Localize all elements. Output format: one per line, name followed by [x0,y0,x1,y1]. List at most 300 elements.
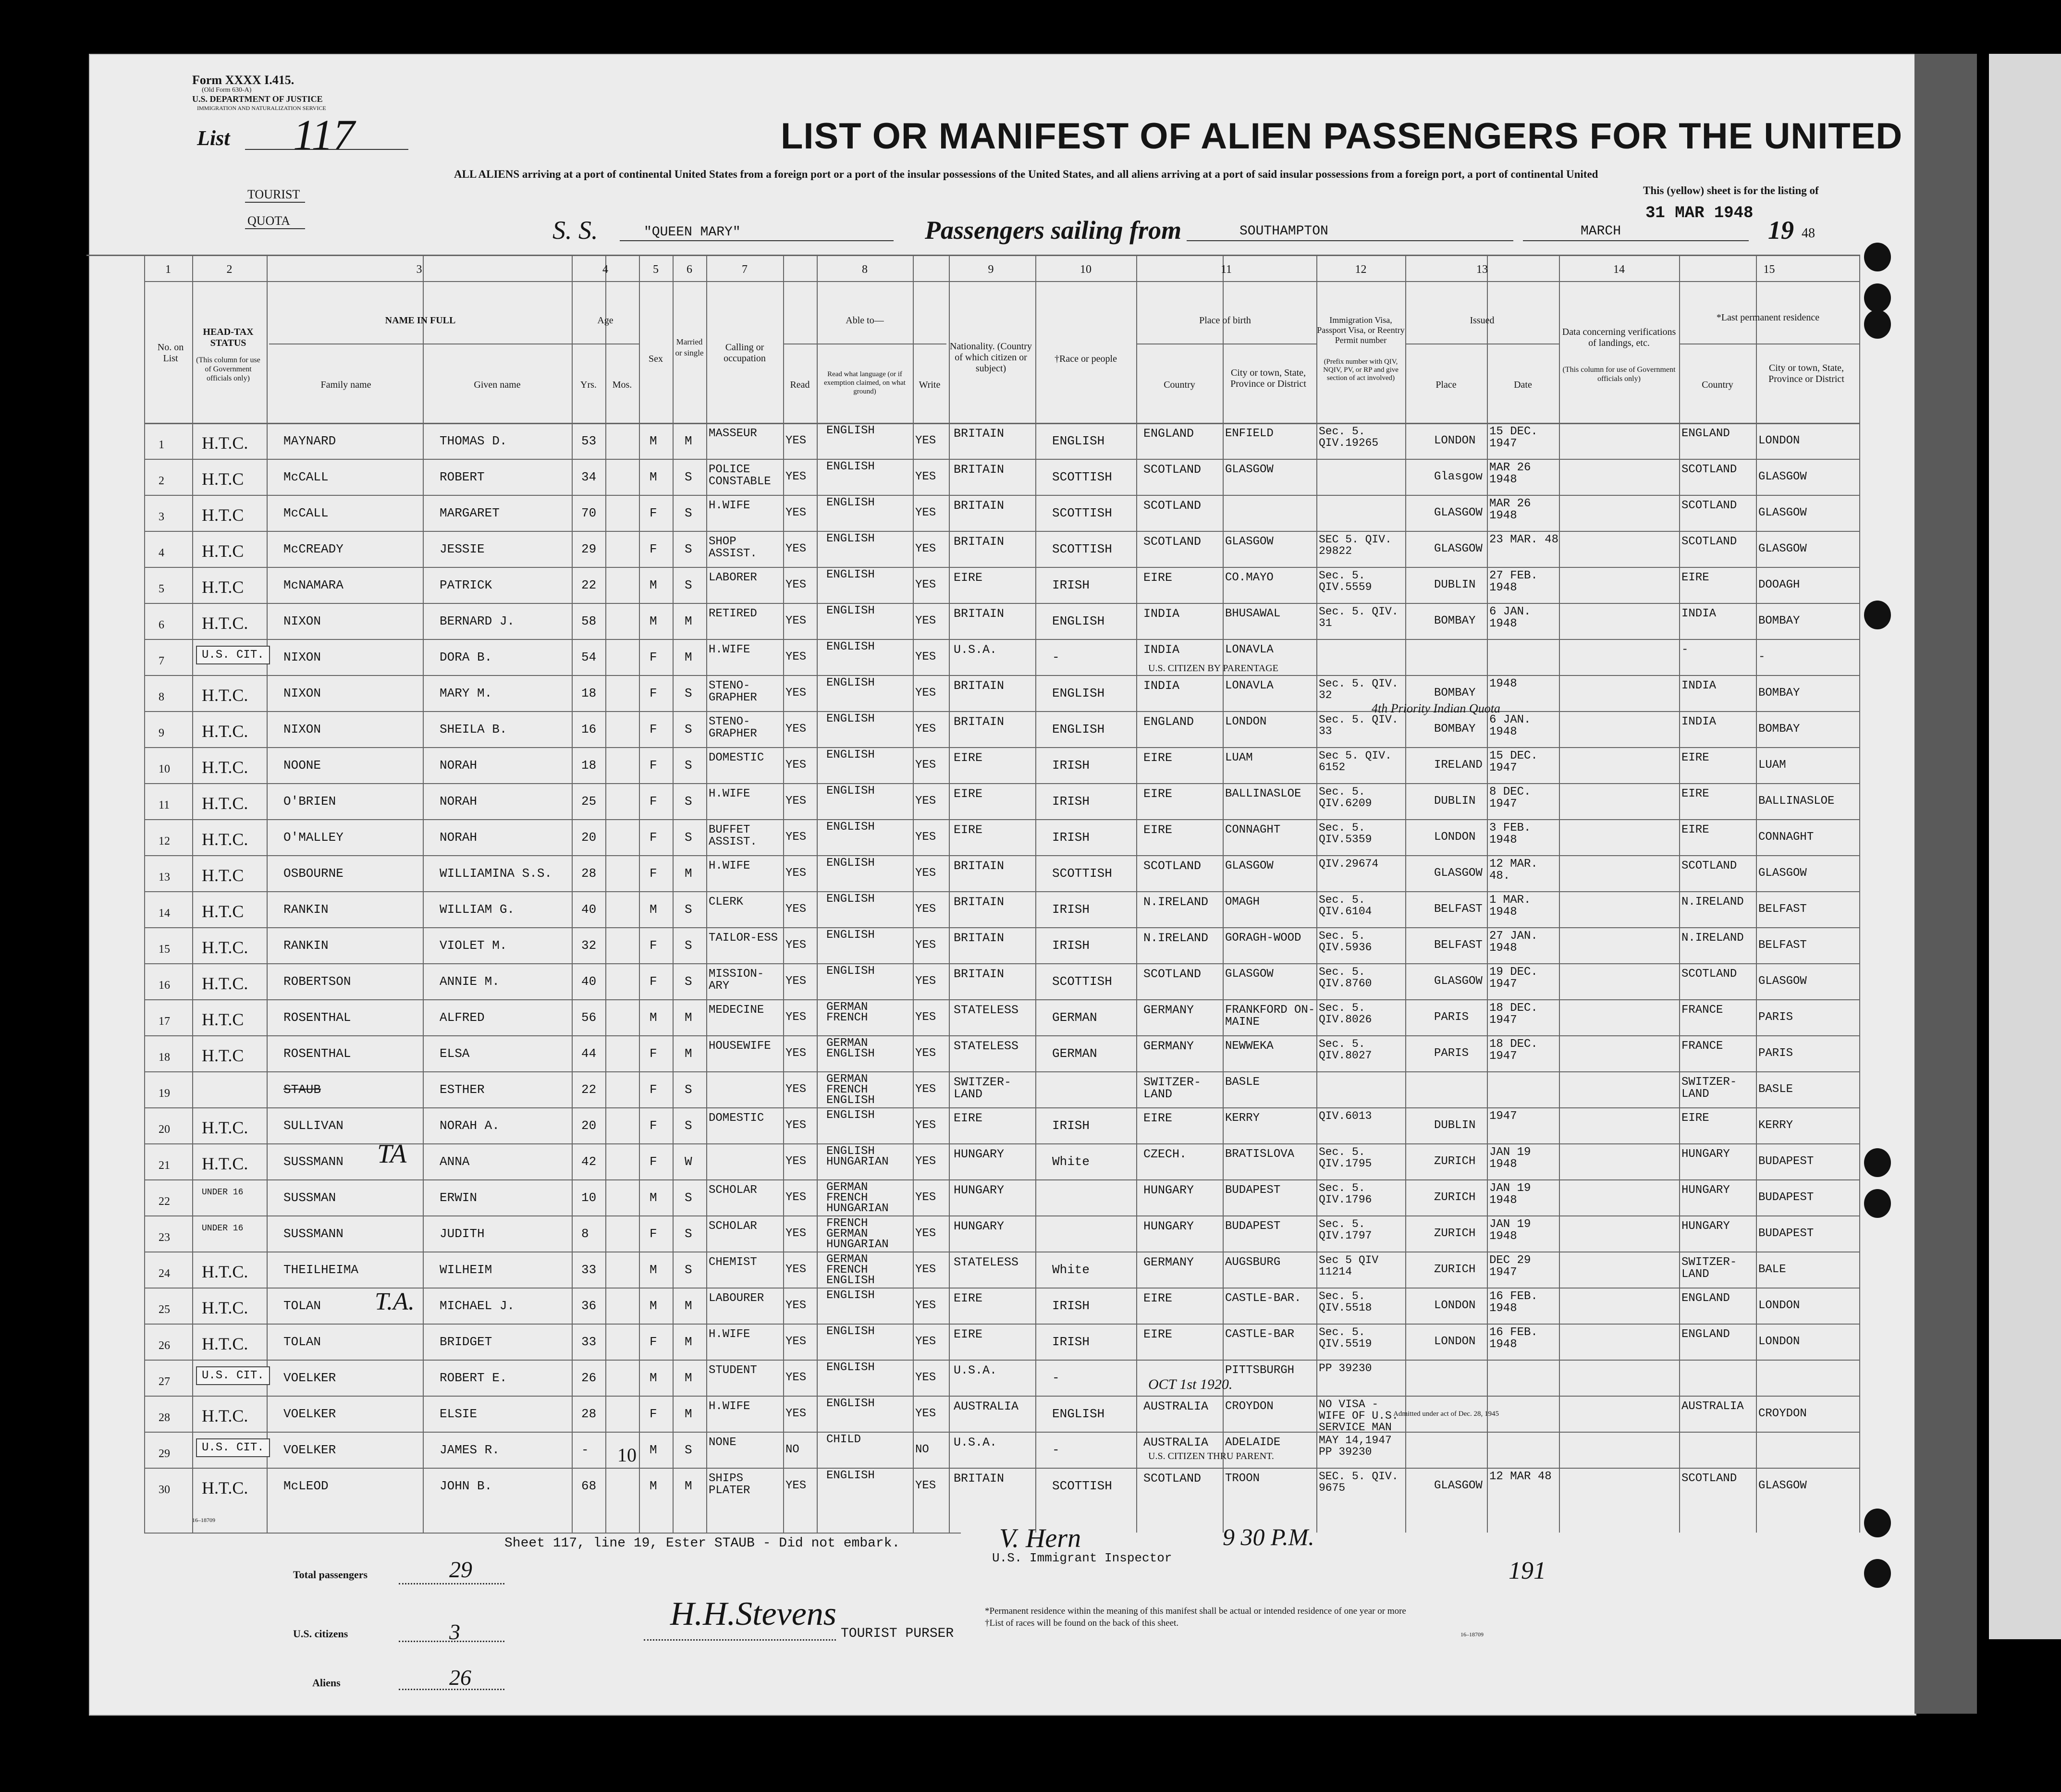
issue-date: 6 JAN. 1948 [1489,605,1531,630]
residence-city: BASLE [1758,1083,1793,1096]
residence-country: ENGLAND [1681,427,1730,440]
service: IMMIGRATION AND NATURALIZATION SERVICE [197,105,326,111]
write: YES [915,1191,936,1204]
nationality: EIRE [954,787,983,801]
marital-status: S [685,974,692,989]
annotation-ta-25: T.A. [375,1288,415,1315]
birth-city: BUDAPEST [1225,1220,1281,1233]
language: GERMAN FRENCH ENGLISH [826,1073,875,1107]
column-number: 3 [416,263,422,276]
annotation-ta-20: TA [377,1139,407,1169]
hdr-given-name: Given name [474,380,521,390]
issue-date: 27 JAN. 1948 [1489,930,1538,955]
occupation: NONE [709,1436,736,1449]
issue-place: Glasgow [1434,470,1483,483]
head-tax-status: H.T.C. [202,974,248,993]
visa-number: Sec. 5. QIV.1797 [1319,1218,1372,1242]
write: YES [915,434,936,447]
sex: F [650,1227,657,1241]
language: ENGLISH [826,749,875,761]
table-rule [673,255,674,1533]
hdr-nationality: Nationality. (Country of which citizen or subject) [950,341,1032,374]
write: YES [915,903,936,916]
sex: F [650,1082,657,1097]
race: - [1052,650,1060,664]
table-rule [1859,255,1860,1533]
read: YES [785,1407,807,1420]
residence-city: GLASGOW [1758,1479,1807,1492]
given-name: JESSIE [440,542,485,556]
us-citizens-label: U.S. citizens [293,1628,348,1640]
nationality: BRITAIN [954,931,1005,945]
residence-city: LONDON [1758,1299,1800,1312]
sex: M [650,1299,657,1313]
given-name: ELSA [440,1046,470,1061]
marital-status: M [685,1335,692,1349]
sex: F [650,506,657,520]
nationality: U.S.A. [954,643,997,657]
family-name: ROSENTHAL [283,1010,351,1025]
birth-country: SCOTLAND [1143,499,1202,513]
birth-city: GORAGH-WOOD [1225,932,1301,945]
language: ENGLISH [826,532,875,545]
language: ENGLISH [826,821,875,834]
residence-country: HUNGARY [1681,1220,1730,1233]
received-stamp: 31 MAR 1948 [1645,204,1754,222]
citizens-underline [399,1641,504,1642]
language: CHILD [826,1433,861,1446]
nationality: SWITZER-LAND [954,1075,1012,1101]
sex: F [650,758,657,773]
residence-city: GLASGOW [1758,506,1807,519]
occupation: SHOP ASSIST. [709,535,757,560]
read: YES [785,939,807,952]
birth-country: HUNGARY [1143,1219,1194,1233]
issue-place: PARIS [1434,1011,1469,1024]
birth-country: N.IRELAND [1143,931,1209,945]
birth-city: FRANKFORD ON-MAINE [1225,1004,1315,1029]
head-tax-status: H.T.C. [202,1262,248,1281]
head-tax-status: H.T.C. [202,1478,248,1497]
birth-city: LONDON [1225,715,1267,728]
birth-city: GLASGOW [1225,968,1274,981]
marital-status: S [685,830,692,845]
table-rule [144,1035,1859,1036]
footnote-2: †List of races will be found on the back of this sheet. [985,1618,1179,1628]
occupation: H.WIFE [709,499,750,512]
issue-date: 6 JAN. 1948 [1489,713,1531,738]
head-tax-status: UNDER 16 [202,1224,244,1233]
language: ENGLISH [826,857,875,870]
marital-status: M [685,1046,692,1061]
table-rule [605,255,606,1533]
table-rule [144,1468,1859,1469]
ship-name: "QUEEN MARY" [644,225,741,240]
race: IRISH [1052,1299,1090,1313]
write: YES [915,578,936,591]
hdr-write: Write [919,380,941,390]
occupation: MEDECINE [709,1004,764,1017]
issue-date: 12 MAR 48 [1489,1470,1552,1483]
hdr-date: Date [1514,380,1532,390]
hdr-data-note: (This column for use of Government officials only) [1562,366,1676,383]
birth-city: OMAGH [1225,896,1260,908]
footnote-1: *Permanent residence within the meaning of this manifest shall be actual or intended residence of one year or more [985,1606,1406,1616]
marital-status: M [685,434,692,448]
age-years: 36 [581,1299,597,1313]
manifest-title: LIST OR MANIFEST OF ALIEN PASSENGERS FOR THE UNITED [781,116,1903,157]
birth-city: CASTLE-BAR [1225,1328,1295,1341]
table-rule [144,855,1859,856]
residence-country: AUSTRALIA [1681,1400,1744,1413]
given-name: THOMAS D. [440,434,507,448]
marital-status: M [685,1299,692,1313]
residence-country: HUNGARY [1681,1148,1730,1161]
nationality: BRITAIN [954,535,1005,549]
write: YES [915,867,936,880]
family-name: VOELKER [283,1407,336,1421]
visa-number: Sec. 5. QIV.1796 [1319,1182,1372,1206]
race: ENGLISH [1052,722,1105,736]
given-name: ROBERT [440,470,485,484]
occupation: DOMESTIC [709,1112,764,1125]
visa-number: QIV.6013 [1319,1110,1372,1122]
residence-country: EIRE [1681,787,1709,800]
manifest-sheet [89,54,1916,1716]
sex: M [650,614,657,628]
sex: F [650,1335,657,1349]
list-number: 117 [293,111,355,159]
hdr-sex: Sex [649,354,663,364]
family-name: VOELKER [283,1443,336,1457]
column-number: 8 [862,263,868,276]
age-years: 22 [581,1082,597,1097]
issue-place: LONDON [1434,1335,1476,1348]
family-name: THEILHEIMA [283,1263,359,1277]
nationality: STATELESS [954,1255,1019,1269]
issue-date: 16 FEB. 1948 [1489,1290,1538,1315]
given-name: ELSIE [440,1407,478,1421]
family-name: STAUB [283,1082,321,1097]
residence-country: SCOTLAND [1681,859,1737,872]
visa-number: Sec. 5. QIV.5936 [1319,930,1372,954]
race: White [1052,1154,1090,1169]
language: ENGLISH HUNGARIAN [826,1145,889,1168]
ss-label: S. S. [552,216,598,245]
family-name: RANKIN [283,902,329,917]
age-years: 20 [581,1118,597,1133]
age-years: 58 [581,614,597,628]
row-number: 11 [159,799,170,811]
table-rule [192,255,193,1533]
table-rule [267,255,268,1533]
column-number: 1 [165,263,171,276]
birth-city: BALLINASLOE [1225,787,1301,800]
family-name: O'BRIEN [283,794,336,809]
sex: F [650,542,657,556]
table-rule [144,783,1859,784]
issue-date: 1947 [1489,1110,1517,1123]
visa-number: Sec. 5. QIV. 31 [1319,605,1399,629]
visa-number: SEC 5. QIV. 29822 [1319,533,1392,557]
head-tax-status: H.T.C. [202,686,248,705]
race: White [1052,1263,1090,1277]
head-tax-status: H.T.C [202,866,244,885]
table-rule [144,1179,1859,1180]
head-tax-status: H.T.C. [202,1406,248,1425]
family-name: ROSENTHAL [283,1046,351,1061]
hdr-city: City or town, State, Province or District [1230,368,1306,389]
hdr-mos: Mos. [612,380,632,390]
birth-city: BUDAPEST [1225,1184,1281,1197]
marital-status: S [685,470,692,484]
table-rule [144,891,1859,892]
birth-city: CASTLE-BAR. [1225,1292,1301,1305]
marital-status: S [685,542,692,556]
visa-number: Sec 5 QIV 11214 [1319,1254,1379,1278]
issue-place: GLASGOW [1434,1479,1483,1492]
language: ENGLISH [826,1325,875,1338]
sex: M [650,470,657,484]
read: YES [785,759,807,772]
table-rule [1487,255,1488,1533]
column-number: 2 [226,263,233,276]
marital-status: S [685,1082,692,1097]
sex: F [650,866,657,881]
language: ENGLISH [826,1361,875,1374]
purser-underline [644,1639,836,1641]
write: YES [915,975,936,988]
sex: M [650,578,657,592]
write: YES [915,1479,936,1492]
quota-underline [245,228,305,229]
language: FRENCH GERMAN HUNGARIAN [826,1217,889,1251]
head-tax-status: H.T.C. [202,1298,248,1317]
given-name: PATRICK [440,578,492,592]
table-rule [144,255,145,1533]
table-rule [1756,255,1757,1533]
visa-number: NO VISA - WIFE OF U.S. SERVICE MAN [1319,1398,1399,1434]
binder-hole [1864,283,1891,312]
residence-city: LONDON [1758,434,1800,447]
sheet-note: Sheet 117, line 19, Ester STAUB - Did not embark. [504,1536,900,1551]
occupation: CLERK [709,896,744,908]
residence-country: EIRE [1681,1112,1709,1125]
hdr-place: Place [1435,380,1457,390]
time-note: 9 30 P.M. [1223,1523,1314,1550]
hdr-head-tax-note: (This column for use of Government officials only) [196,356,260,382]
issue-date: 18 DEC. 1947 [1489,1038,1538,1063]
age-years: 56 [581,1010,597,1025]
row-number: 10 [159,763,170,775]
row-number: 5 [159,583,164,595]
family-name: TOLAN [283,1335,321,1349]
race: IRISH [1052,938,1090,953]
table-rule [144,819,1859,820]
issue-place: BOMBAY [1434,614,1476,627]
given-name: MARY M. [440,686,492,700]
residence-country: INDIA [1681,679,1717,692]
residence-country: INDIA [1681,715,1717,728]
race: GERMAN [1052,1046,1097,1061]
given-name: JUDITH [440,1227,485,1241]
occupation: STENO-GRAPHER [709,679,757,704]
family-name: NIXON [283,686,321,700]
issue-place: BOMBAY [1434,687,1476,700]
family-name: SULLIVAN [283,1118,344,1133]
age-years: 28 [581,866,597,881]
hdr-last-residence: *Last permanent residence [1716,312,1820,323]
given-name: ROBERT E. [440,1371,507,1385]
marital-status: S [685,506,692,520]
given-name: WILLIAMINA S.S. [440,866,552,881]
head-tax-status: H.T.C. [202,433,248,453]
sex: M [650,1263,657,1277]
residence-city: BUDAPEST [1758,1155,1814,1168]
given-name: WILHEIM [440,1263,492,1277]
row-number: 29 [159,1448,170,1460]
head-tax-status: U.S. CIT. [196,1438,270,1457]
residence-city: CONNAGHT [1758,831,1814,844]
read: YES [785,795,807,808]
language: ENGLISH [826,568,875,581]
family-name: RANKIN [283,938,329,953]
occupation: H.WIFE [709,1328,750,1341]
table-rule [144,459,1859,460]
table-rule [144,567,1859,568]
write: YES [915,542,936,555]
read: YES [785,1335,807,1348]
marital-status: S [685,1227,692,1241]
read: YES [785,831,807,844]
birth-country: HUNGARY [1143,1183,1194,1197]
hdr-read-what: Read what language (or if exemption claimed, on what ground) [824,370,906,395]
visa-number: Sec. 5. QIV.8027 [1319,1038,1372,1062]
nationality: AUSTRALIA [954,1399,1019,1413]
age-years: 33 [581,1263,597,1277]
residence-country: SCOTLAND [1681,968,1737,981]
issue-place: GLASGOW [1434,975,1483,988]
read: YES [785,867,807,880]
occupation: HOUSEWIFE [709,1040,771,1053]
residence-city: BUDAPEST [1758,1191,1814,1204]
family-name: O'MALLEY [283,830,344,845]
head-tax-status: U.S. CIT. [196,1366,270,1385]
row-number: 16 [159,979,170,992]
row-number: 12 [159,835,170,847]
residence-city: BOMBAY [1758,614,1800,627]
birth-country: AUSTRALIA [1143,1436,1209,1449]
birth-country: N.IRELAND [1143,895,1209,909]
row-number: 9 [159,727,164,739]
occupation: BUFFET ASSIST. [709,823,757,848]
read: NO [785,1443,799,1456]
subtitle-line-1: ALL ALIENS arriving at a port of continental United States from a foreign port or a port of the insular possessions of the United States, and all aliens arriving at a port of said insular possessions from a foreign port, a port of continental United [454,168,1598,180]
head-tax-status: H.T.C. [202,722,248,741]
age-years: 18 [581,758,597,773]
column-number: 5 [653,263,659,276]
us-citizens-value: 3 [449,1620,460,1644]
hdr-race: †Race or people [1055,354,1117,364]
table-rule [144,999,1859,1000]
nationality: BRITAIN [954,607,1005,621]
residence-city: GLASGOW [1758,975,1807,988]
nationality: U.S.A. [954,1436,997,1449]
table-rule [144,963,1859,964]
table-rule [144,1071,1859,1072]
age-years: 32 [581,938,597,953]
residence-country: SCOTLAND [1681,535,1737,548]
head-tax-status: H.T.C. [202,938,248,957]
read: YES [785,1083,807,1096]
page-edge-shadow [1914,54,1977,1714]
residence-country: ENGLAND [1681,1292,1730,1305]
family-name: OSBOURNE [283,866,344,881]
issue-date: 12 MAR. 48. [1489,858,1538,883]
sex: F [650,1046,657,1061]
row-number: 14 [159,907,170,920]
race: GERMAN [1052,1010,1097,1025]
residence-city: BOMBAY [1758,723,1800,736]
occupation: STENO-GRAPHER [709,715,757,740]
birth-city: BASLE [1225,1076,1260,1089]
age-years: 44 [581,1046,597,1061]
head-tax-status: H.T.C. [202,830,248,849]
aliens-label: Aliens [312,1677,341,1689]
binder-hole [1864,310,1891,339]
given-name: DORA B. [440,650,492,664]
occupation: DOMESTIC [709,751,764,764]
hdr-res-country: Country [1702,380,1733,390]
issue-date: 1948 [1489,677,1517,690]
sex: F [650,974,657,989]
marital-status: M [685,866,692,881]
race: ENGLISH [1052,1407,1105,1421]
occupation: LABORER [709,571,757,584]
write: YES [915,1299,936,1312]
occupation: MISSION-ARY [709,968,764,993]
write: YES [915,1155,936,1168]
residence-city: BOMBAY [1758,687,1800,700]
occupation: SHIPS PLATER [709,1472,750,1497]
sex: F [650,650,657,664]
issue-place: ZURICH [1434,1191,1476,1204]
hdr-res-city: City or town, State, Province or District [1768,363,1844,384]
tourist-underline [245,202,305,203]
race: IRISH [1052,1335,1090,1349]
issue-place: LONDON [1434,831,1476,844]
birth-city: GLASGOW [1225,463,1274,476]
race: IRISH [1052,1118,1090,1133]
nationality: BRITAIN [954,427,1005,441]
birth-country: EIRE [1143,571,1173,585]
race: ENGLISH [1052,686,1105,700]
row-number: 24 [159,1267,170,1280]
issue-date: DEC 29 1947 [1489,1254,1531,1279]
birth-country: EIRE [1143,1327,1173,1341]
issue-place: GLASGOW [1434,542,1483,555]
issue-date: 8 DEC. 1947 [1489,786,1531,810]
given-name: NORAH [440,830,478,845]
table-rule [144,747,1859,748]
language: ENGLISH [826,712,875,725]
table-rule [1316,255,1317,1533]
head-tax-status: H.T.C. [202,614,248,633]
occupation: H.WIFE [709,643,750,656]
race: SCOTTISH [1052,470,1112,484]
table-rule [783,255,784,1533]
marital-status: S [685,686,692,700]
